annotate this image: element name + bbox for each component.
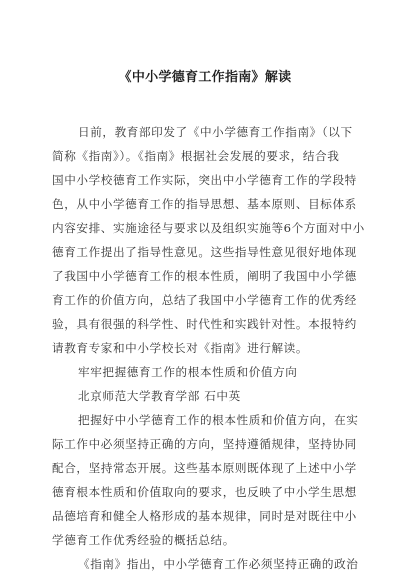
paragraph-line: 德育工作提出了指导性意见。这些指导性意见很好地体现 bbox=[52, 245, 357, 259]
paragraph-line: 把握好中小学德育工作的根本性质和价值方向，在实 bbox=[78, 413, 359, 427]
document-title: 《中小学德育工作指南》解读 bbox=[118, 70, 292, 85]
paragraph-line: 日前，教育部印发了《中小学德育工作指南》（以下 bbox=[78, 125, 353, 139]
paragraph-line: 国中小学校德育工作实际，突出中小学德育工作的学段特 bbox=[52, 173, 357, 187]
section-heading: 牢牢把握德育工作的根本性质和价值方向 bbox=[78, 365, 298, 379]
paragraph-line: 配合，坚持常态开展。这些基本原则既体现了上述中小学 bbox=[52, 461, 357, 475]
paragraph-line: 《指南》指出，中小学德育工作必须坚持正确的政治 bbox=[78, 557, 359, 571]
paragraph-line: 色，从中小学德育工作的指导思想、基本原则、目标体系 bbox=[52, 197, 357, 211]
paragraph-line: 了我国中小学德育工作的根本性质，阐明了我国中小学德 bbox=[52, 269, 357, 283]
paragraph-line: 德育根本性质和价值取向的要求，也反映了中小学生思想 bbox=[52, 485, 357, 499]
paragraph-line: 学德育工作优秀经验的概括总结。 bbox=[52, 533, 235, 547]
paragraph-line: 简称《指南》）。《指南》根据社会发展的要求，结合我 bbox=[52, 149, 340, 163]
paragraph-line: 际工作中必须坚持正确的方向，坚持遵循规律，坚持协同 bbox=[52, 437, 357, 451]
paragraph-line: 请教育专家和中小学校长对《指南》进行解读。 bbox=[52, 341, 309, 355]
paragraph-line: 验，具有很强的科学性、时代性和实践针对性。本报特约 bbox=[52, 317, 357, 331]
paragraph-line: 品德培育和健全人格形成的基本规律，同时是对既往中小 bbox=[52, 509, 357, 523]
paragraph-line: 内容安排、实施途径与要求以及组织实施等6个方面对中小 bbox=[52, 221, 365, 235]
author-line: 北京师范大学教育学部 石中英 bbox=[78, 389, 241, 403]
paragraph-line: 育工作的价值方向，总结了我国中小学德育工作的优秀经 bbox=[52, 293, 357, 307]
